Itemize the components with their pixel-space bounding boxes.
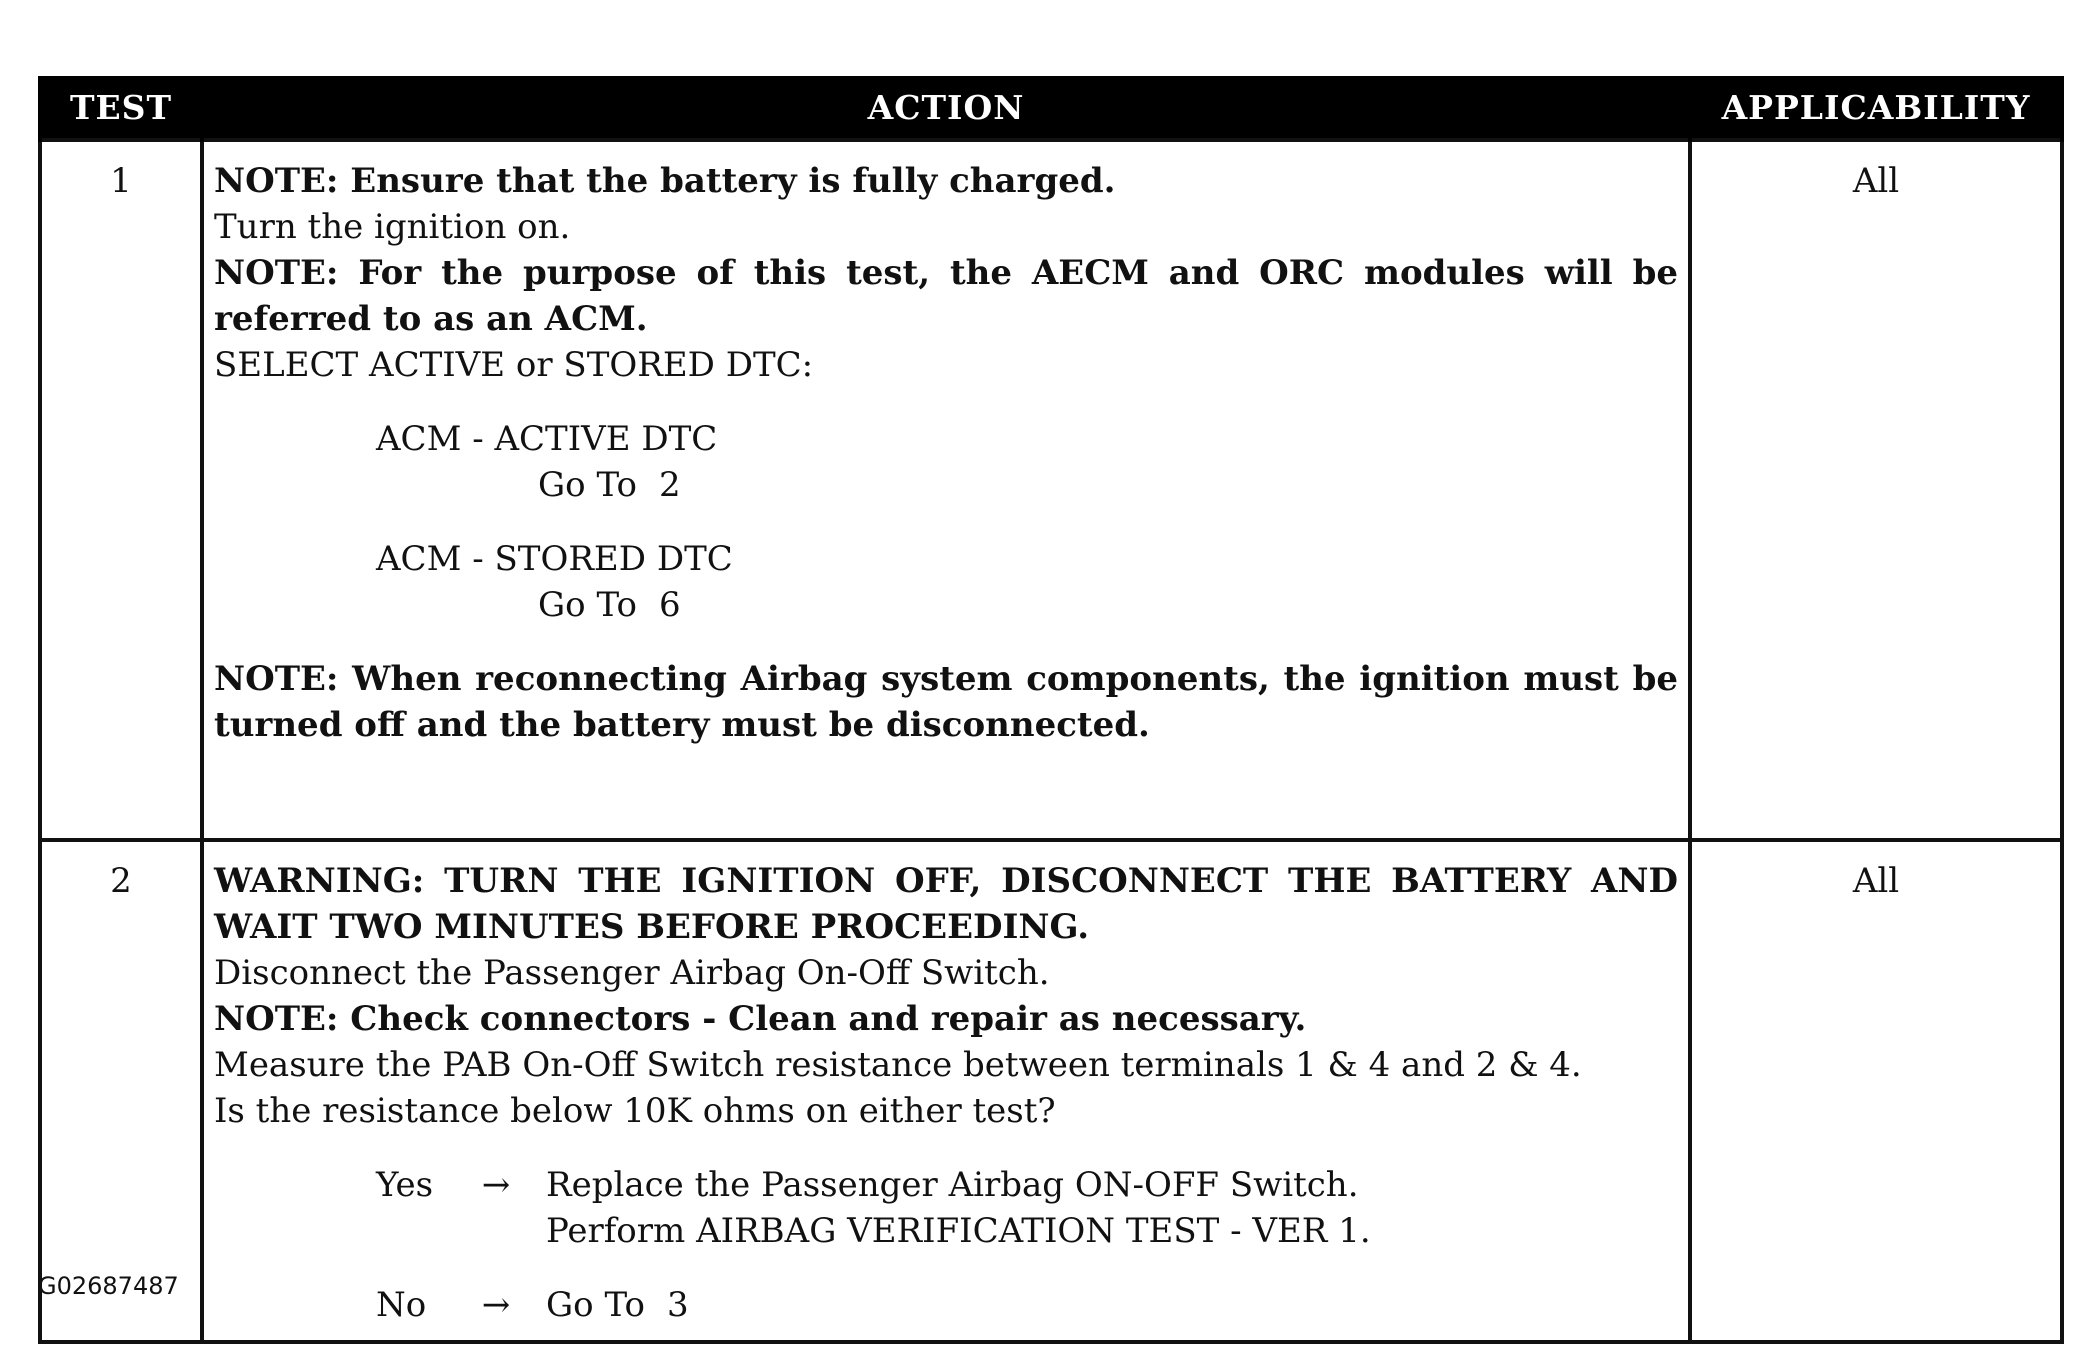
goto-number: 3 (666, 1285, 689, 1325)
figure-id: G02687487 (38, 1272, 179, 1300)
option-stored-dtc (214, 536, 1678, 628)
option-active-dtc (214, 416, 1678, 508)
question-resistance: Is the resistance below 10K ohms on either test? (214, 1091, 1056, 1131)
choice-yes-line1: Replace the Passenger Airbag ON-OFF Switch. (546, 1165, 1359, 1205)
option-stored-label: ACM - STORED DTC (376, 539, 733, 579)
option-active-label: ACM - ACTIVE DTC (376, 419, 718, 459)
note-check-connectors: NOTE: Check connectors - Clean and repair as necessary. (214, 999, 1307, 1039)
header-test: TEST (40, 76, 202, 140)
goto-text: Go To (538, 465, 637, 505)
diagnostic-test-table (38, 76, 2064, 1344)
goto-number: 2 (658, 465, 681, 505)
choice-no-goto (546, 1282, 689, 1328)
arrow-right-icon: → (481, 1285, 511, 1325)
choice-yes-line2: Perform AIRBAG VERIFICATION TEST - VER 1. (546, 1211, 1371, 1251)
table-row-test-1 (40, 140, 2062, 840)
goto-number: 6 (658, 585, 681, 625)
table-row-test-2 (40, 840, 2062, 1342)
choice-no (214, 1282, 1678, 1328)
step-measure-resistance: Measure the PAB On-Off Switch resistance between terminals 1 & 4 and 2 & 4. (214, 1045, 1582, 1085)
choice-yes (214, 1162, 1678, 1254)
warning-ignition-off: WARNING: TURN THE IGNITION OFF, DISCONNECT THE BATTERY AND WAIT TWO MINUTES BEFORE PROCEEDING. (214, 861, 1678, 947)
action-cell (202, 840, 1690, 1342)
note-battery-charged: NOTE: Ensure that the battery is fully charged. (214, 161, 1116, 201)
header-applicability: APPLICABILITY (1690, 76, 2062, 140)
option-stored-goto (214, 582, 1678, 628)
arrow-right-icon: → (481, 1165, 511, 1205)
action-cell (202, 140, 1690, 840)
goto-text: Go To (538, 585, 637, 625)
choice-yes-label: Yes (376, 1165, 434, 1205)
option-active-goto (214, 462, 1678, 508)
step-disconnect-switch: Disconnect the Passenger Airbag On-Off Switch. (214, 953, 1050, 993)
choice-no-label: No (376, 1285, 427, 1325)
select-dtc-prompt: SELECT ACTIVE or STORED DTC: (214, 345, 814, 385)
note-acm-definition: NOTE: For the purpose of this test, the AECM and ORC modules will be referred to as an ACM. (214, 253, 1678, 339)
table-header-row (40, 76, 2062, 140)
test-number: 1 (40, 140, 202, 840)
goto-text: Go To (546, 1285, 645, 1325)
test-number: 2 (40, 840, 202, 1342)
applicability-value: All (1690, 840, 2062, 1342)
note-reconnecting-airbag: NOTE: When reconnecting Airbag system components, the ignition must be turned off and the battery must be disconnected. (214, 659, 1678, 745)
choice-yes-text (546, 1162, 1371, 1254)
applicability-value: All (1690, 140, 2062, 840)
step-ignition-on: Turn the ignition on. (214, 207, 571, 247)
header-action: ACTION (202, 76, 1690, 140)
